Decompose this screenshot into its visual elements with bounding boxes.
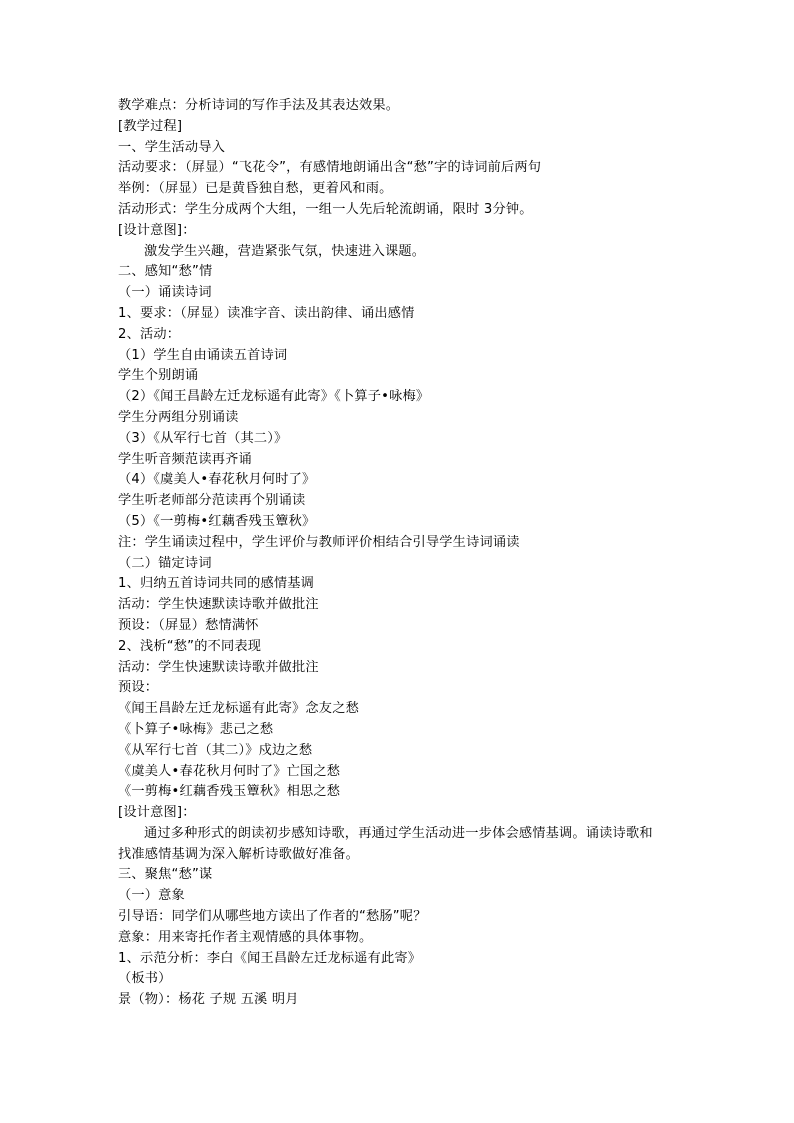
text-line: 2、活动： [118, 326, 181, 342]
heading: 一、学生活动导入 [118, 139, 226, 155]
heading: 二、感知“愁”情 [118, 264, 213, 280]
text-line: 学生听老师部分范读再个别诵读 [118, 493, 306, 509]
section-marker: [设计意图]： [118, 805, 196, 821]
text-line: （板书） [118, 971, 172, 987]
text-line: （3）《从军行七首（其二）》 [118, 430, 288, 446]
text-line: 1、示范分析：李白《闻王昌龄左迁龙标遥有此寄》 [118, 950, 422, 966]
text-line: 2、浅析“愁”的不同表现 [118, 638, 262, 654]
text-line: 找准感情基调为深入解析诗歌做好准备。 [118, 846, 359, 862]
text-line: （5）《一剪梅•红藕香残玉簟秋》 [118, 513, 316, 529]
text-line: 1、要求：（屏显）读准字音、读出韵律、诵出感情 [118, 305, 415, 321]
text-line: （4）《虞美人•春花秋月何时了》 [118, 472, 316, 488]
text-line: 活动形式：学生分成两个大组，一组一人先后轮流朗诵，限时 3分钟。 [118, 201, 533, 217]
text-line: 活动：学生快速默读诗歌并做批注 [118, 597, 319, 613]
text-line: 《闻王昌龄左迁龙标遥有此寄》念友之愁 [118, 701, 359, 717]
text-line: 学生分两组分别诵读 [118, 409, 239, 425]
text-line: 通过多种形式的朗读初步感知诗歌，再通过学生活动进一步体会感情基调。诵读诗歌和 [144, 825, 653, 841]
text-line: 《虞美人•春花秋月何时了》亡国之愁 [118, 763, 341, 779]
section-marker: [设计意图]： [118, 222, 196, 238]
text-line: 教学难点：分析诗词的写作手法及其表达效果。 [118, 98, 400, 113]
text-line: 意象：用来寄托作者主观情感的具体事物。 [118, 929, 373, 945]
text-line: 活动要求：（屏显）“飞花令”，有感情地朗诵出含“愁”字的诗词前后两句 [118, 160, 542, 176]
text-line: 引导语：同学们从哪些地方读出了作者的“愁肠”呢？ [118, 909, 427, 925]
heading: 三、聚焦“愁”谋 [118, 867, 213, 883]
text-line: 活动：学生快速默读诗歌并做批注 [118, 659, 319, 675]
text-line: 景（物）：杨花 子规 五溪 明月 [118, 992, 299, 1008]
subheading: （一）意象 [118, 888, 185, 904]
text-line: 举例：（屏显）已是黄昏独自愁，更着风和雨。 [118, 181, 393, 197]
text-line: 学生听音频范读再齐诵 [118, 451, 252, 467]
text-line: 注：学生诵读过程中，学生评价与教师评价相结合引导学生诗词诵读 [118, 534, 520, 550]
text-line: （2）《闻王昌龄左迁龙标遥有此寄》《卜算子•咏梅》 [118, 389, 430, 405]
document-page [118, 96, 688, 1011]
text-line: 《从军行七首（其二）》戍边之愁 [118, 742, 313, 758]
text-line: 预设： [118, 680, 159, 696]
text-line: 《卜算子•咏梅》悲己之愁 [118, 721, 274, 737]
text-line: 1、归纳五首诗词共同的感情基调 [118, 576, 315, 592]
text-line: 《一剪梅•红藕香残玉簟秋》相思之愁 [118, 784, 341, 800]
section-marker: [教学过程] [118, 118, 183, 134]
subheading: （二）锚定诗词 [118, 555, 212, 571]
text-line: 预设：（屏显）愁情满怀 [118, 617, 259, 633]
text-line: 学生个别朗诵 [118, 368, 199, 384]
text-line: （1）学生自由诵读五首诗词 [118, 347, 288, 363]
text-line: 激发学生兴趣，营造紧张气氛，快速进入课题。 [144, 243, 426, 259]
subheading: （一）诵读诗词 [118, 285, 212, 301]
